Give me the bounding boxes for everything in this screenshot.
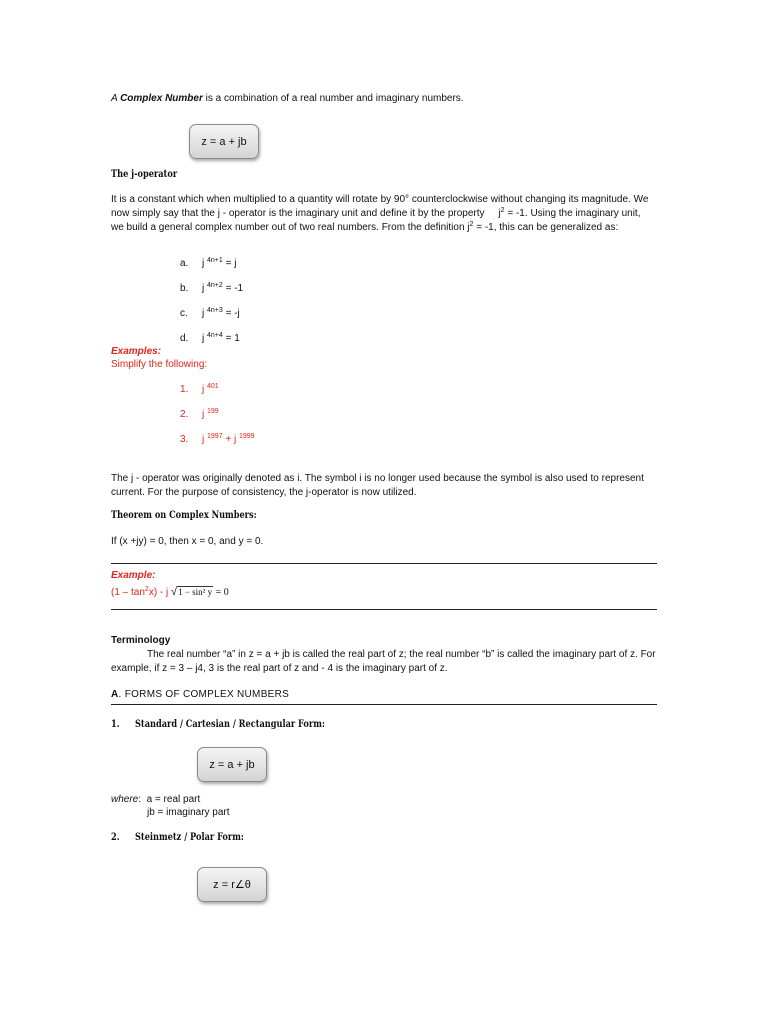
- complex-number-term: Complex Number: [120, 93, 203, 104]
- j-property-exp: 2: [500, 207, 505, 214]
- form1-title: Standard / Cartesian / Rectangular Form:: [135, 719, 325, 730]
- power-base: j: [202, 283, 205, 294]
- j-operator-paragraph: [111, 193, 656, 235]
- j-operator-para2-end: = -1, this can be generalized as:: [473, 222, 619, 233]
- power-item-d: [180, 333, 240, 344]
- example-label: 3.: [180, 434, 189, 445]
- radical-sign: √: [171, 586, 178, 598]
- j-operator-para2-start: Using the imaginary unit, we build a general complex number out of two real numbers. From the definition j: [111, 208, 641, 233]
- j-para2-exp: 2: [469, 221, 474, 228]
- imag-part-def: jb = imaginary part: [147, 807, 230, 818]
- example-exp2: 1999: [239, 433, 255, 440]
- section-a-letter: A: [111, 689, 119, 700]
- eq-exp: 2: [144, 586, 149, 593]
- formula-box-cartesian: [197, 747, 267, 782]
- j-operator-heading: The j-operator: [111, 169, 178, 180]
- intro-line: [111, 93, 464, 104]
- power-base: j: [202, 258, 205, 269]
- example-base: j: [202, 384, 205, 395]
- power-exp: 4n+4: [207, 332, 223, 339]
- power-exp: 4n+1: [207, 257, 223, 264]
- formula-box-text: z = a + jb: [201, 135, 247, 148]
- form2-number: 2.: [111, 832, 120, 843]
- formula-box-rectangular: [189, 124, 259, 159]
- example-exp: 401: [207, 383, 219, 390]
- terminology-body: The real number “a” in z = a + jb is called the real part of z; the real number “b” is called the imaginary part of z. For example, if z = 3 – j4, 3 is the real part of z and - 4 is the imaginary part of z.: [111, 649, 656, 674]
- j-property-base: j: [498, 208, 501, 219]
- intro-prefix: A: [111, 93, 121, 104]
- example-label: 1.: [180, 384, 189, 395]
- example-label: 2.: [180, 409, 189, 420]
- example-base: j: [202, 409, 205, 420]
- form1-number: 1.: [111, 719, 120, 730]
- power-label: c.: [180, 308, 188, 319]
- example-item-3: [180, 434, 255, 445]
- divider-bottom: [111, 609, 657, 610]
- examples-instruction: Simplify the following:: [111, 359, 208, 370]
- formula-box-text: z = a + jb: [209, 758, 255, 771]
- eq-start: (1 – tan: [111, 587, 145, 598]
- form2-title: Steinmetz / Polar Form:: [135, 832, 244, 843]
- terminology-heading: Terminology: [111, 635, 171, 646]
- theorem-statement: If (x +jy) = 0, then x = 0, and y = 0.: [111, 536, 264, 547]
- power-label: a.: [180, 258, 189, 269]
- j-property-rhs: = -1.: [504, 208, 528, 219]
- eq-mid: x) - j: [148, 587, 172, 598]
- power-item-b: [180, 283, 243, 294]
- intro-rest: is a combination of a real number and imaginary numbers.: [202, 93, 464, 104]
- example-base: j: [202, 434, 205, 445]
- example-equation: [111, 586, 229, 598]
- power-label: b.: [180, 283, 189, 294]
- section-a-underline: [111, 704, 657, 705]
- power-base: j: [202, 333, 205, 344]
- section-a-title: [111, 689, 289, 700]
- power-item-c: [180, 308, 240, 319]
- where-label: where: [111, 794, 139, 805]
- where-line: [111, 794, 200, 805]
- where-colon: :: [138, 794, 142, 805]
- example-exp: 1997: [207, 433, 223, 440]
- example-exp: 199: [207, 408, 219, 415]
- power-rhs: = -1: [222, 283, 244, 294]
- power-label: d.: [180, 333, 189, 344]
- example-title: Example:: [111, 570, 156, 581]
- history-paragraph: The j - operator was originally denoted as i. The symbol i is no longer used because the symbol is also used to represent current. For the purpose of consistency, the j-operator is now utilized.: [111, 473, 644, 498]
- example-plus: + j: [222, 434, 237, 445]
- real-part-def: a = real part: [146, 794, 201, 805]
- eq-end: = 0: [213, 587, 229, 598]
- examples-title: Examples:: [111, 346, 162, 357]
- j-operator-para1: It is a constant which when multiplied to a quantity will rotate by 90° counterclockwise without changing its magnitude. We now simply say that the j - operator is the imaginary unit and define it by the property: [111, 194, 649, 219]
- power-item-a: [180, 258, 236, 269]
- divider-top: [111, 563, 657, 564]
- power-exp: 4n+3: [207, 307, 223, 314]
- power-rhs: = j: [222, 258, 237, 269]
- theorem-heading: Theorem on Complex Numbers:: [111, 510, 257, 521]
- example-item-1: [180, 384, 219, 395]
- power-exp: 4n+2: [207, 282, 223, 289]
- power-rhs: = -j: [222, 308, 240, 319]
- power-base: j: [202, 308, 205, 319]
- section-a-text: . FORMS OF COMPLEX NUMBERS: [118, 689, 290, 700]
- formula-box-polar: [197, 867, 267, 902]
- radicand: 1 − sin² y: [178, 587, 213, 597]
- formula-box-text: z = r∠θ: [213, 879, 251, 891]
- example-item-2: [180, 409, 219, 420]
- power-rhs: = 1: [222, 333, 240, 344]
